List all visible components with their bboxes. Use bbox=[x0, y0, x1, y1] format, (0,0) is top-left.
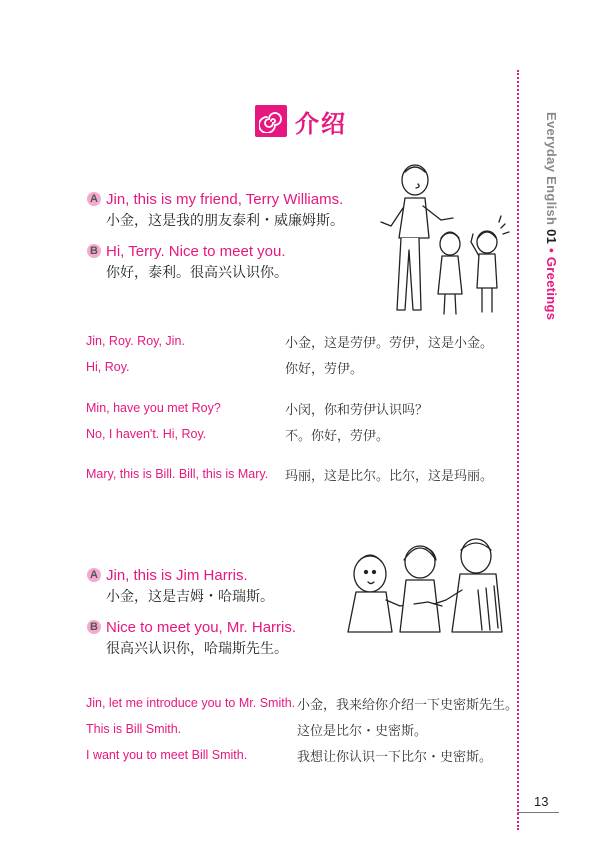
title-text: 介绍 bbox=[295, 109, 347, 138]
section-label bbox=[544, 112, 559, 320]
line-a-chinese: 小金，这是吉姆・哈瑞斯。 bbox=[106, 589, 274, 605]
page-number-rule bbox=[517, 812, 559, 813]
dialogue-line-b bbox=[87, 618, 296, 660]
page-title bbox=[255, 103, 347, 139]
dialogue-line-a bbox=[87, 190, 344, 232]
dialogue-1 bbox=[87, 190, 344, 284]
side-divider bbox=[517, 70, 519, 830]
phrase-chinese: 我想让你认识一下比尔・史密斯。 bbox=[297, 750, 493, 765]
phrase-chinese: 不。你好，劳伊。 bbox=[285, 429, 390, 444]
bullet: • bbox=[544, 244, 559, 257]
line-a-chinese: 小金，这是我的朋友泰利・威廉姆斯。 bbox=[106, 213, 344, 229]
line-b-chinese: 你好，泰利。很高兴认识你。 bbox=[106, 265, 288, 281]
phrase-english: Min, have you met Roy? bbox=[86, 401, 221, 415]
dialogue-line-b bbox=[87, 242, 344, 284]
illustration-introduction bbox=[375, 158, 515, 316]
phrase-english: Jin, let me introduce you to Mr. Smith. bbox=[86, 696, 296, 710]
dialogue-2 bbox=[87, 566, 296, 660]
section-topic: Greetings bbox=[544, 256, 559, 321]
phrase-chinese: 你好，劳伊。 bbox=[285, 362, 364, 377]
section-number: 01 bbox=[544, 229, 559, 245]
speaker-a-marker: A bbox=[87, 568, 101, 582]
line-a-english: Jin, this is Jim Harris. bbox=[106, 567, 248, 584]
dialogue-line-a bbox=[87, 566, 296, 608]
phrase-chinese: 小金，这是劳伊。劳伊，这是小金。 bbox=[285, 336, 494, 351]
line-a-english: Jin, this is my friend, Terry Williams. bbox=[106, 191, 344, 208]
phrase-english: Mary, this is Bill. Bill, this is Mary. bbox=[86, 467, 269, 481]
phrase-english: Hi, Roy. bbox=[86, 360, 130, 374]
phrase-chinese: 玛丽，这是比尔。比尔，这是玛丽。 bbox=[285, 469, 494, 484]
speaker-b-marker: B bbox=[87, 620, 101, 634]
phrase-english: Jin, Roy. Roy, Jin. bbox=[86, 334, 185, 348]
line-b-chinese: 很高兴认识你，哈瑞斯先生。 bbox=[106, 641, 288, 657]
phrase-english: No, I haven't. Hi, Roy. bbox=[86, 427, 207, 441]
speaker-b-marker: B bbox=[87, 244, 101, 258]
section-word-everyday: Everyday bbox=[544, 112, 559, 173]
spiral-icon bbox=[255, 105, 287, 137]
section-word-english: English bbox=[544, 176, 559, 226]
phrase-chinese: 小金，我来给你介绍一下史密斯先生。 bbox=[297, 698, 519, 713]
line-b-english: Hi, Terry. Nice to meet you. bbox=[106, 243, 286, 260]
phrase-chinese: 这位是比尔・史密斯。 bbox=[297, 724, 428, 739]
phrase-english: I want you to meet Bill Smith. bbox=[86, 748, 248, 762]
page-number: 13 bbox=[534, 794, 549, 809]
phrase-chinese: 小闵，你和劳伊认识吗？ bbox=[285, 403, 429, 418]
speaker-a-marker: A bbox=[87, 192, 101, 206]
illustration-meeting bbox=[340, 530, 510, 640]
phrase-english: This is Bill Smith. bbox=[86, 722, 182, 736]
line-b-english: Nice to meet you, Mr. Harris. bbox=[106, 619, 297, 636]
